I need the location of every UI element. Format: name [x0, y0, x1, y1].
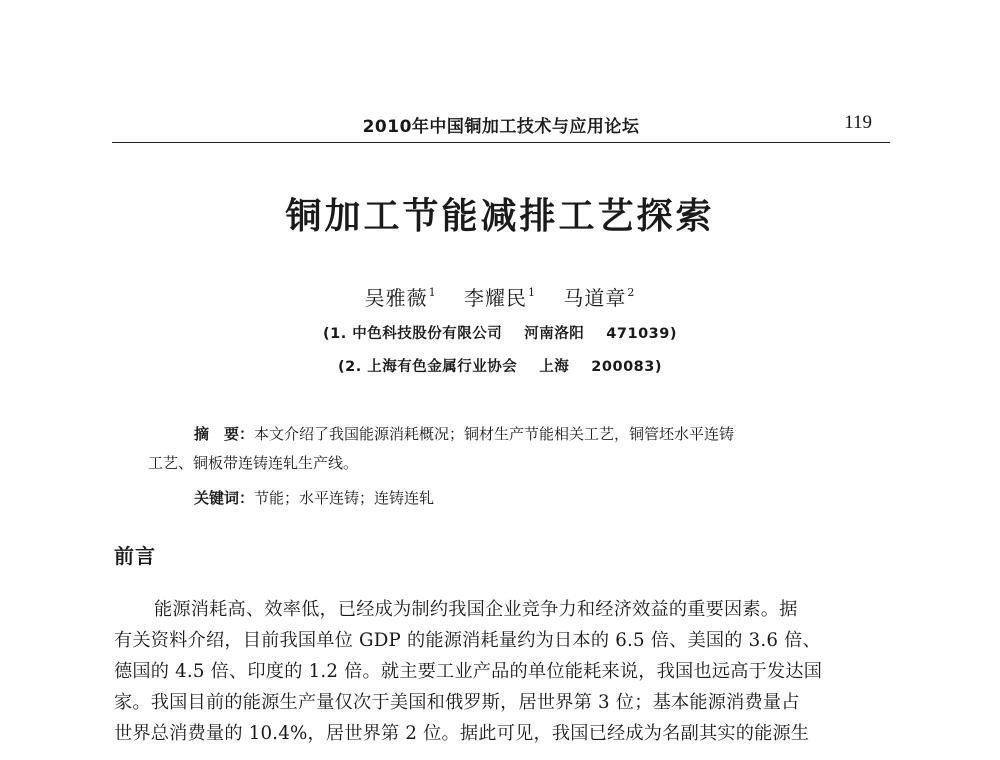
abstract-line: 工艺、铜板带连铸连轧生产线。 [148, 454, 359, 472]
running-header [112, 108, 890, 143]
body-line: 能源消耗高、效率低，已经成为制约我国企业竞争力和经济效益的重要因素。据 [154, 599, 798, 620]
affiliation-org: (2. 上海有色金属行业协会 [338, 359, 518, 375]
abstract-text: 本文介绍了我国能源消耗概况；铜材生产节能相关工艺，铜管坯水平连铸 [254, 425, 735, 443]
author-affil-mark: 1 [428, 286, 437, 299]
abstract-label: 摘 要： [194, 425, 255, 443]
author [563, 282, 635, 311]
abstract-line [148, 420, 853, 449]
body-line: 家。我国目前的能源生产量仅次于美国和俄罗斯，居世界第 3 位；基本能源消费量占 [114, 692, 800, 713]
body-line: 世界总消费量的 10.4%，居世界第 2 位。据此可见，我国已经成为名副其实的能源生 [114, 723, 810, 744]
affiliation [0, 355, 1000, 376]
affiliation [0, 322, 1000, 343]
affiliation-org: (1. 中色科技股份有限公司 [323, 326, 503, 342]
body-line: 有关资料介绍，目前我国单位 GDP 的能源消耗量约为日本的 6.5 倍、美国的 3.6 倍、 [114, 630, 821, 651]
author-affil-mark: 2 [627, 286, 636, 299]
abstract [148, 420, 853, 478]
affiliation-place: 河南洛阳 [524, 326, 585, 342]
author-name: 吴雅薇 [364, 286, 428, 310]
affiliation-postcode: 471039) [606, 326, 677, 342]
body-line: 德国的 4.5 倍、印度的 1.2 倍。就主要工业产品的单位能耗来说，我国也远高于发达国 [114, 661, 823, 682]
author [464, 282, 536, 311]
keywords [194, 487, 434, 508]
author-name: 马道章 [563, 286, 627, 310]
affiliation-postcode: 200083) [591, 359, 662, 375]
paper-title: 铜加工节能减排工艺探索 [285, 195, 715, 237]
keywords-text: 节能；水平连铸；连铸连轧 [254, 489, 435, 507]
affiliation-place: 上海 [539, 359, 570, 375]
body-paragraph [114, 594, 894, 749]
author [365, 282, 437, 311]
author-list [0, 282, 1000, 311]
keywords-label: 关键词： [194, 489, 255, 507]
page-number: 119 [844, 112, 872, 133]
author-name: 李耀民 [464, 286, 527, 310]
section-heading: 前言 [114, 544, 156, 568]
author-affil-mark: 1 [528, 286, 536, 299]
running-title: 2010年中国铜加工技术与应用论坛 [362, 117, 640, 137]
